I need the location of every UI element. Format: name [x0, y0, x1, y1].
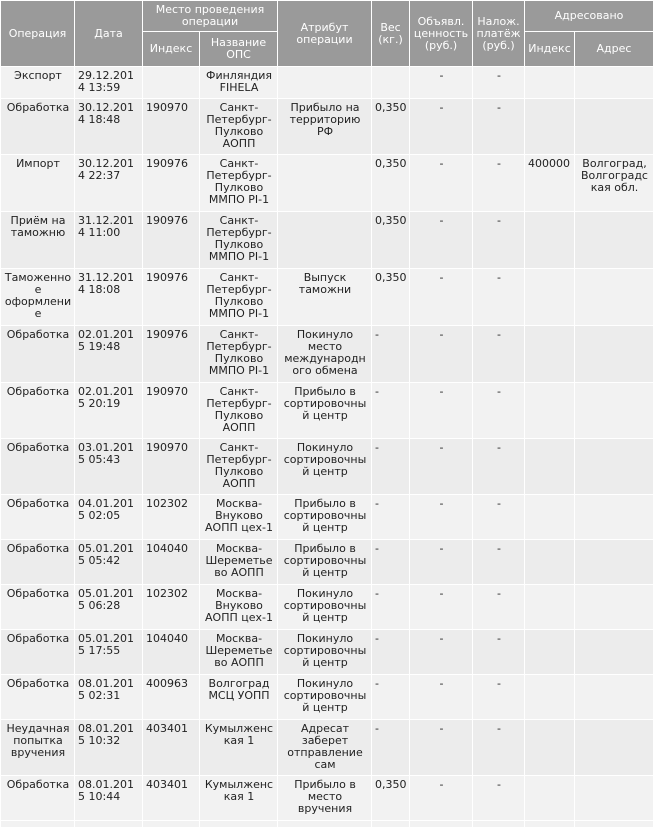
- cell-cod: -: [473, 155, 524, 211]
- cell-declared-value: -: [410, 439, 472, 494]
- cell-date: 05.01.2015 17:55: [75, 630, 142, 674]
- cell-operation: Обработка: [1, 630, 74, 674]
- cell-cod: -: [473, 67, 524, 98]
- cell-empty: [410, 821, 472, 827]
- cell-addr-address: [575, 439, 653, 494]
- cell-place-name: Москва-Внуково АОПП цех-1: [200, 585, 277, 629]
- header-place: Место проведения операции: [143, 1, 277, 31]
- cell-date: 30.12.2014 18:48: [75, 99, 142, 154]
- table-row: [1, 720, 653, 775]
- table-row: [1, 439, 653, 494]
- cell-index: 190976: [143, 269, 199, 325]
- cell-weight: -: [372, 585, 409, 629]
- cell-cod: -: [473, 495, 524, 539]
- cell-empty: [75, 821, 142, 827]
- cell-index: 190970: [143, 439, 199, 494]
- cell-attribute: Прибыло в сортировочный центр: [278, 383, 371, 438]
- cell-place-name: Санкт-Петербург-Пулково ММПО PI-1: [200, 155, 277, 211]
- cell-addr-address: [575, 326, 653, 382]
- cell-addr-address: [575, 540, 653, 584]
- cell-place-name: Москва-Внуково АОПП цех-1: [200, 495, 277, 539]
- cell-addr-index: [525, 383, 574, 438]
- cell-weight: [372, 67, 409, 98]
- cell-attribute: Прибыло в место вручения: [278, 776, 371, 820]
- cell-addr-address: [575, 99, 653, 154]
- cell-cod: -: [473, 776, 524, 820]
- cell-index: 403401: [143, 776, 199, 820]
- cell-date: 30.12.2014 22:37: [75, 155, 142, 211]
- cell-weight: -: [372, 326, 409, 382]
- cell-addr-address: [575, 585, 653, 629]
- cell-empty: [525, 821, 574, 827]
- cell-declared-value: -: [410, 720, 472, 775]
- table-row-partial: [1, 821, 653, 827]
- cell-attribute: Покинуло сортировочный центр: [278, 675, 371, 719]
- header-addr-address: Адрес: [575, 32, 653, 66]
- cell-place-name: Санкт-Петербург-Пулково АОПП: [200, 383, 277, 438]
- cell-addr-index: 400000: [525, 155, 574, 211]
- table-row: [1, 540, 653, 584]
- cell-operation: Экспорт: [1, 67, 74, 98]
- cell-date: 29.12.2014 13:59: [75, 67, 142, 98]
- cell-operation: Обработка: [1, 99, 74, 154]
- cell-cod: -: [473, 212, 524, 268]
- cell-attribute: Покинуло сортировочный центр: [278, 630, 371, 674]
- cell-attribute: [278, 212, 371, 268]
- cell-declared-value: -: [410, 630, 472, 674]
- cell-operation: Обработка: [1, 675, 74, 719]
- cell-weight: 0,350: [372, 212, 409, 268]
- cell-index: 102302: [143, 585, 199, 629]
- header-operation: Операция: [1, 1, 74, 66]
- cell-cod: -: [473, 326, 524, 382]
- cell-attribute: Прибыло в сортировочный центр: [278, 540, 371, 584]
- table-row: [1, 155, 653, 211]
- cell-attribute: [278, 155, 371, 211]
- cell-cod: -: [473, 585, 524, 629]
- cell-index: 190976: [143, 212, 199, 268]
- cell-weight: 0,350: [372, 776, 409, 820]
- cell-addr-index: [525, 675, 574, 719]
- cell-empty: [575, 821, 653, 827]
- cell-date: 05.01.2015 06:28: [75, 585, 142, 629]
- cell-cod: -: [473, 630, 524, 674]
- cell-declared-value: -: [410, 326, 472, 382]
- table-row: [1, 495, 653, 539]
- cell-index: 403401: [143, 720, 199, 775]
- header-weight: Вес (кг.): [372, 1, 409, 66]
- cell-addr-index: [525, 720, 574, 775]
- cell-addr-address: [575, 675, 653, 719]
- cell-operation: Обработка: [1, 540, 74, 584]
- cell-date: 08.01.2015 10:32: [75, 720, 142, 775]
- cell-operation: Обработка: [1, 776, 74, 820]
- cell-date: 05.01.2015 05:42: [75, 540, 142, 584]
- cell-cod: -: [473, 540, 524, 584]
- cell-place-name: Кумылженская 1: [200, 720, 277, 775]
- cell-attribute: [278, 67, 371, 98]
- cell-addr-index: [525, 67, 574, 98]
- table-row: [1, 383, 653, 438]
- cell-addr-index: [525, 495, 574, 539]
- cell-attribute: Выпуск таможни: [278, 269, 371, 325]
- header-cod: Налож. платёж (руб.): [473, 1, 524, 66]
- table-row: [1, 212, 653, 268]
- cell-declared-value: -: [410, 495, 472, 539]
- cell-weight: -: [372, 383, 409, 438]
- cell-operation: Обработка: [1, 495, 74, 539]
- cell-addr-index: [525, 439, 574, 494]
- tracking-rows: [1, 67, 653, 827]
- cell-declared-value: -: [410, 67, 472, 98]
- cell-addr-address: [575, 269, 653, 325]
- cell-place-name: Санкт-Петербург-Пулково ММПО PI-1: [200, 269, 277, 325]
- cell-addr-index: [525, 540, 574, 584]
- table-row: [1, 99, 653, 154]
- cell-place-name: Москва-Шереметьево АОПП: [200, 540, 277, 584]
- cell-index: 400963: [143, 675, 199, 719]
- cell-addr-index: [525, 630, 574, 674]
- table-row: [1, 585, 653, 629]
- cell-addr-index: [525, 326, 574, 382]
- cell-operation: Таможенное оформление: [1, 269, 74, 325]
- cell-cod: -: [473, 383, 524, 438]
- cell-weight: -: [372, 495, 409, 539]
- cell-declared-value: -: [410, 99, 472, 154]
- cell-declared-value: -: [410, 540, 472, 584]
- cell-addr-address: [575, 630, 653, 674]
- cell-place-name: Финляндия FIHELA: [200, 67, 277, 98]
- cell-cod: -: [473, 269, 524, 325]
- cell-attribute: Прибыло на территорию РФ: [278, 99, 371, 154]
- cell-index: 190976: [143, 155, 199, 211]
- cell-index: 190970: [143, 99, 199, 154]
- table-row: [1, 675, 653, 719]
- cell-addr-address: [575, 776, 653, 820]
- cell-attribute: Прибыло в сортировочный центр: [278, 495, 371, 539]
- cell-addr-address: Волгоград, Волгоградская обл.: [575, 155, 653, 211]
- cell-empty: [372, 821, 409, 827]
- cell-addr-address: [575, 212, 653, 268]
- cell-addr-index: [525, 99, 574, 154]
- cell-addr-index: [525, 585, 574, 629]
- cell-date: 31.12.2014 11:00: [75, 212, 142, 268]
- cell-date: 31.12.2014 18:08: [75, 269, 142, 325]
- cell-cod: -: [473, 439, 524, 494]
- cell-weight: -: [372, 720, 409, 775]
- cell-operation: Обработка: [1, 326, 74, 382]
- cell-declared-value: -: [410, 269, 472, 325]
- cell-operation: Неудачная попытка вручения: [1, 720, 74, 775]
- cell-place-name: Кумылженская 1: [200, 776, 277, 820]
- cell-place-name: Санкт-Петербург-Пулково АОПП: [200, 99, 277, 154]
- cell-operation: Обработка: [1, 439, 74, 494]
- cell-date: 08.01.2015 02:31: [75, 675, 142, 719]
- cell-declared-value: -: [410, 585, 472, 629]
- cell-operation: Импорт: [1, 155, 74, 211]
- cell-addr-address: [575, 67, 653, 98]
- cell-empty: [473, 821, 524, 827]
- cell-operation: Обработка: [1, 585, 74, 629]
- cell-weight: -: [372, 439, 409, 494]
- cell-operation: Обработка: [1, 383, 74, 438]
- cell-index: 190970: [143, 383, 199, 438]
- cell-declared-value: -: [410, 776, 472, 820]
- cell-date: 02.01.2015 19:48: [75, 326, 142, 382]
- cell-date: 04.01.2015 02:05: [75, 495, 142, 539]
- cell-addr-index: [525, 776, 574, 820]
- cell-index: [143, 67, 199, 98]
- cell-weight: -: [372, 540, 409, 584]
- cell-cod: -: [473, 675, 524, 719]
- table-row: [1, 326, 653, 382]
- cell-addr-index: [525, 269, 574, 325]
- cell-weight: -: [372, 630, 409, 674]
- cell-place-name: Москва-Шереметьево АОПП: [200, 630, 277, 674]
- cell-attribute: Адресат заберет отправление сам: [278, 720, 371, 775]
- cell-index: 104040: [143, 630, 199, 674]
- header-place-name: Название ОПС: [200, 32, 277, 66]
- cell-cod: -: [473, 99, 524, 154]
- cell-declared-value: -: [410, 155, 472, 211]
- header-attribute: Атрибут операции: [278, 1, 371, 66]
- cell-weight: 0,350: [372, 155, 409, 211]
- header-declared-value: Объявл. ценность (руб.): [410, 1, 472, 66]
- cell-index: 102302: [143, 495, 199, 539]
- table-row: [1, 67, 653, 98]
- cell-attribute: Покинуло сортировочный центр: [278, 585, 371, 629]
- cell-empty: [200, 821, 277, 827]
- cell-addr-address: [575, 495, 653, 539]
- cell-declared-value: -: [410, 383, 472, 438]
- cell-place-name: Санкт-Петербург-Пулково АОПП: [200, 439, 277, 494]
- cell-empty: [143, 821, 199, 827]
- cell-weight: 0,350: [372, 99, 409, 154]
- table-row: [1, 269, 653, 325]
- cell-operation: Приём на таможню: [1, 212, 74, 268]
- cell-date: 08.01.2015 10:44: [75, 776, 142, 820]
- cell-attribute: Покинуло место международного обмена: [278, 326, 371, 382]
- cell-addr-address: [575, 383, 653, 438]
- cell-place-name: Санкт-Петербург-Пулково ММПО PI-1: [200, 326, 277, 382]
- header-addressed: Адресовано: [525, 1, 653, 31]
- cell-attribute: Покинуло сортировочный центр: [278, 439, 371, 494]
- cell-index: 104040: [143, 540, 199, 584]
- cell-cod: -: [473, 720, 524, 775]
- header-date: Дата: [75, 1, 142, 66]
- table-row: [1, 630, 653, 674]
- cell-addr-index: [525, 212, 574, 268]
- cell-place-name: Санкт-Петербург-Пулково ММПО PI-1: [200, 212, 277, 268]
- cell-empty: [278, 821, 371, 827]
- cell-index: 190976: [143, 326, 199, 382]
- cell-date: 02.01.2015 20:19: [75, 383, 142, 438]
- cell-weight: -: [372, 675, 409, 719]
- cell-declared-value: -: [410, 675, 472, 719]
- cell-declared-value: -: [410, 212, 472, 268]
- header-addr-index: Индекс: [525, 32, 574, 66]
- cell-weight: 0,350: [372, 269, 409, 325]
- cell-empty: [1, 821, 74, 827]
- cell-addr-address: [575, 720, 653, 775]
- table-row: [1, 776, 653, 820]
- header-place-index: Индекс: [143, 32, 199, 66]
- cell-place-name: Волгоград МСЦ УОПП: [200, 675, 277, 719]
- cell-date: 03.01.2015 05:43: [75, 439, 142, 494]
